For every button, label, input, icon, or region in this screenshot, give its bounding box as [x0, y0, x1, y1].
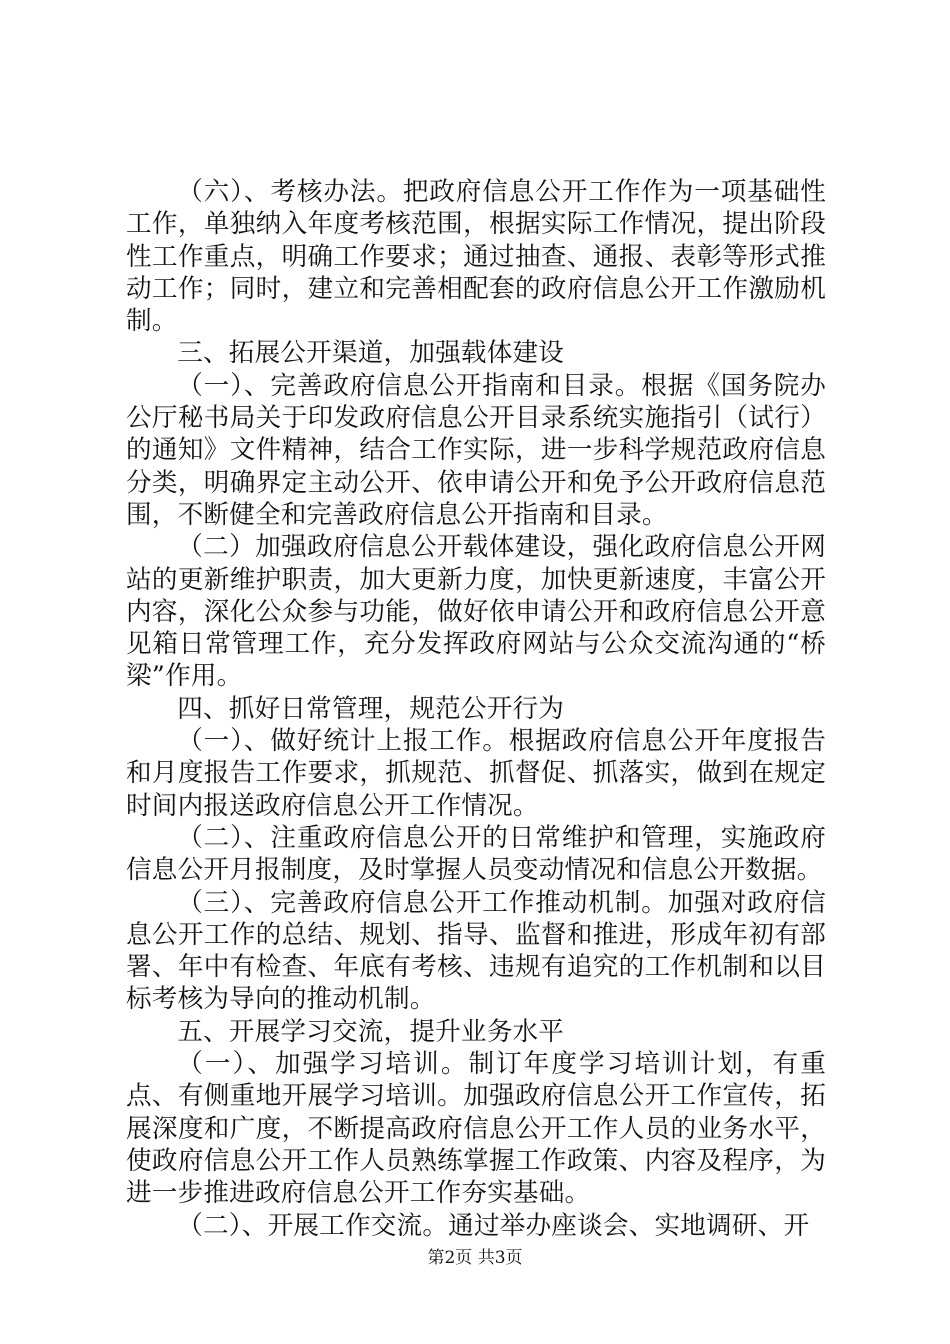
paragraph-study-training: （一）、加强学习培训。制订年度学习培训计划，有重点、有侧重地开展学习培训。加强政府信息公开工作宣传，拓展深度和广度，不断提高政府信息公开工作人员的业务水平，使政府信息公开工作人员熟练掌握工作政策、内容及程序，为进一步推进政府信息公开工作夯实基础。	[126, 1049, 826, 1209]
section-heading-3: 三、拓展公开渠道，加强载体建设	[177, 338, 565, 369]
paragraph-assessment-method: （六）、考核办法。把政府信息公开工作作为一项基础性工作，单独纳入年度考核范围，根据实际工作情况，提出阶段性工作重点，明确工作要求；通过抽查、通报、表彰等形式推动工作；同时，建立和完善相配套的政府信息公开工作激励机制。	[126, 177, 826, 337]
paragraph-carrier-construction: （二）加强政府信息公开载体建设，强化政府信息公开网站的更新维护职责，加大更新力度，加快更新速度，丰富公开内容，深化公众参与功能，做好依申请公开和政府信息公开意见箱日常管理工作，充分发挥政府网站与公众交流沟通的“桥梁”作用。	[126, 532, 826, 692]
paragraph-daily-maintenance: （二）、注重政府信息公开的日常维护和管理，实施政府信息公开月报制度，及时掌握人员变动情况和信息公开数据。	[126, 822, 826, 886]
paragraph-guide-and-catalog: （一）、完善政府信息公开指南和目录。根据《国务院办公厅秘书局关于印发政府信息公开目录系统实施指引（试行）的通知》文件精神，结合工作实际，进一步科学规范政府信息分类，明确界定主动公开、依申请公开和免予公开政府信息范围，不断健全和完善政府信息公开指南和目录。	[126, 370, 826, 530]
paragraph-statistics-reporting: （一）、做好统计上报工作。根据政府信息公开年度报告和月度报告工作要求，抓规范、抓督促、抓落实，做到在规定时间内报送政府信息公开工作情况。	[126, 726, 826, 821]
paragraph-work-exchange: （二）、开展工作交流。通过举办座谈会、实地调研、开	[177, 1210, 810, 1241]
section-heading-4: 四、抓好日常管理，规范公开行为	[177, 693, 565, 724]
paragraph-promotion-mechanism: （三）、完善政府信息公开工作推动机制。加强对政府信息公开工作的总结、规划、指导、监督和推进，形成年初有部署、年中有检查、年底有考核、违规有追究的工作机制和以目标考核为导向的推动机制。	[126, 887, 826, 1015]
section-heading-5: 五、开展学习交流，提升业务水平	[177, 1016, 565, 1047]
document-body	[126, 176, 826, 1242]
page-footer: 第2页 共3页	[427, 1248, 523, 1268]
